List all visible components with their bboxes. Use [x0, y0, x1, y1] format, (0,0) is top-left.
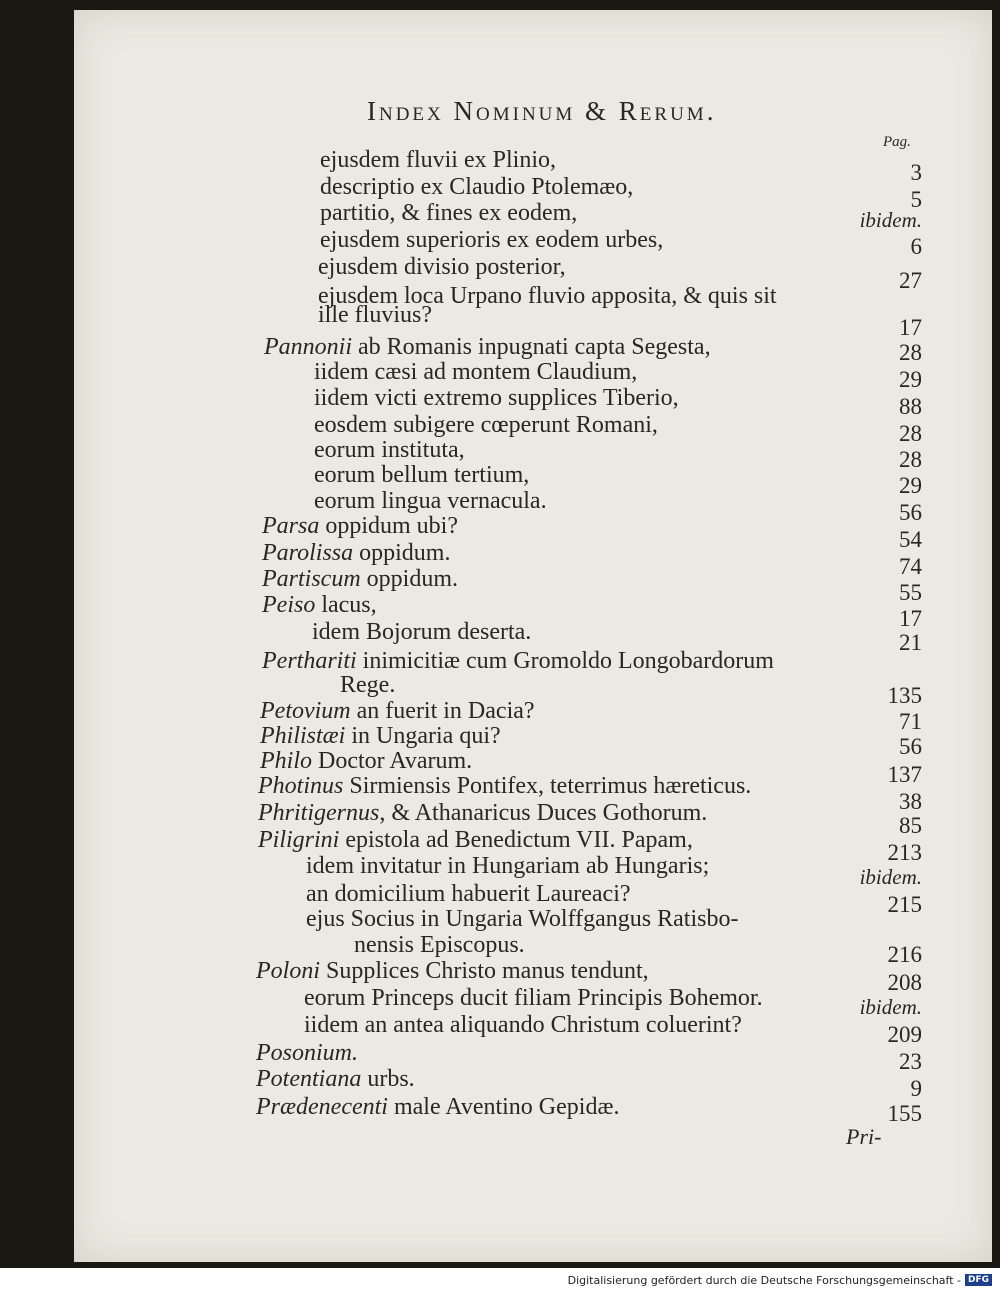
entry-page: 28: [899, 447, 922, 472]
entry-text: an domicilium habuerit Laureaci?: [306, 881, 631, 907]
entry-text: descriptio ex Claudio Ptolemæo,: [320, 174, 634, 200]
entry-keyword: Parolissa: [262, 540, 354, 566]
index-entry: [354, 932, 525, 958]
entry-text: ab Romanis inpugnati capta Segesta,: [352, 334, 711, 360]
index-entry: [320, 227, 663, 253]
entry-page: 74: [899, 554, 922, 579]
entry-page: 23: [899, 1049, 922, 1074]
entry-text: eorum Princeps ducit filiam Principis Bohemor.: [304, 985, 763, 1011]
entry-text: iidem cæsi ad montem Claudium,: [314, 359, 638, 385]
running-title: Index Nominum & Rerum.: [367, 96, 717, 126]
entry-keyword: Partiscum: [262, 566, 361, 592]
entry-page: 209: [887, 1022, 922, 1047]
index-entry: [260, 748, 472, 774]
index-entry: [262, 513, 458, 539]
entry-page: 208: [887, 970, 922, 995]
entry-page: ibidem.: [859, 208, 922, 232]
index-entry: [314, 437, 465, 463]
index-entry: [314, 462, 529, 488]
entry-text: idem Bojorum deserta.: [312, 619, 532, 645]
index-entry: [258, 773, 751, 799]
index-entry: [312, 619, 531, 645]
entry-page: 56: [899, 500, 922, 525]
entry-page: 216: [887, 942, 922, 967]
entry-page: ibidem.: [859, 995, 922, 1019]
entry-page: 3: [910, 160, 922, 185]
index-entry: [320, 200, 577, 226]
entry-page: 17: [899, 606, 922, 631]
entry-text: ejusdem divisio posterior,: [318, 254, 566, 280]
index-entry: [340, 672, 395, 698]
entry-page: 213: [887, 840, 922, 865]
entry-page: 17: [899, 315, 922, 340]
entry-text: ejus Socius in Ungaria Wolffgangus Ratisbo-: [306, 906, 739, 932]
entry-keyword: Parsa: [262, 513, 320, 539]
entry-page: 54: [899, 527, 922, 552]
index-entry: [256, 1094, 619, 1120]
entry-page: 55: [899, 580, 922, 605]
index-entry: [262, 648, 774, 674]
entry-keyword: Piligrini: [258, 827, 340, 853]
entry-text: lacus,: [315, 592, 377, 618]
entry-page: 28: [899, 421, 922, 446]
entry-text: partitio, & fines ex eodem,: [320, 200, 578, 226]
entry-text: epistola ad Benedictum VII. Papam,: [339, 827, 693, 853]
entry-page: ibidem.: [859, 865, 922, 889]
entry-keyword: Phritigernus: [258, 800, 380, 826]
entry-page: 21: [899, 630, 922, 655]
entry-keyword: Photinus: [258, 773, 344, 799]
entry-text: iidem an antea aliquando Christum coluerint?: [304, 1012, 742, 1038]
dfg-logo: DFG: [965, 1274, 992, 1286]
entry-page: 38: [899, 789, 922, 814]
entry-page: 28: [899, 340, 922, 365]
index-entry: [256, 1066, 415, 1092]
index-entry: [256, 958, 649, 984]
index-entry: [264, 334, 711, 360]
entry-page: 155: [887, 1101, 922, 1126]
entry-keyword: Philo: [260, 748, 312, 774]
index-entry: [262, 592, 377, 618]
entry-text: eorum bellum tertium,: [314, 462, 530, 488]
index-entry: [260, 698, 535, 724]
entry-text: oppidum.: [353, 540, 451, 566]
entry-text: ille fluvius?: [318, 302, 432, 328]
index-entry: [320, 174, 633, 200]
entry-page: 88: [899, 394, 922, 419]
entry-text: nensis Episcopus.: [354, 932, 525, 958]
footer-credit: [568, 1272, 992, 1288]
entry-keyword: Peiso: [262, 592, 316, 618]
entry-text: ejusdem superioris ex eodem urbes,: [320, 227, 664, 253]
index-entry: [314, 412, 658, 438]
entry-text: Supplices Christo manus tendunt,: [320, 958, 649, 984]
entry-page: 29: [899, 367, 922, 392]
entry-keyword: Poloni: [256, 958, 320, 984]
entry-keyword: Perthariti: [262, 648, 357, 674]
index-entry: [314, 385, 679, 411]
entry-keyword: Pannonii: [264, 334, 352, 360]
entry-text: iidem victi extremo supplices Tiberio,: [314, 385, 679, 411]
index-entry: [256, 1040, 358, 1066]
entry-keyword: Potentiana: [256, 1066, 362, 1092]
entry-page: 5: [910, 187, 922, 212]
entry-page: 135: [887, 683, 922, 708]
index-entry: [314, 359, 637, 385]
footer-text: Digitalisierung gefördert durch die Deutsche Forschungsgemeinschaft -: [567, 1273, 961, 1287]
entry-keyword: Petovium: [260, 698, 351, 724]
entry-keyword: Philistæi: [260, 723, 346, 749]
index-entry: [318, 254, 566, 280]
entry-text: oppidum.: [360, 566, 459, 592]
entry-page: 85: [899, 813, 922, 838]
entry-text: oppidum ubi?: [319, 513, 458, 539]
entry-text: an fuerit in Dacia?: [350, 698, 535, 724]
entry-keyword: Posonium.: [256, 1040, 358, 1066]
entry-page: 9: [910, 1076, 922, 1101]
entry-text: urbs.: [361, 1066, 415, 1092]
index-entry: [320, 147, 556, 173]
entry-text: Rege.: [340, 672, 396, 698]
entry-page: 27: [899, 268, 922, 293]
index-entry: [304, 985, 763, 1011]
entry-page: 215: [887, 892, 922, 917]
page-column-label: Pag.: [883, 134, 911, 150]
entry-page: 71: [899, 709, 922, 734]
index-entry: [314, 488, 547, 514]
entry-text: , & Athanaricus Duces Gothorum.: [379, 800, 708, 826]
entry-text: Sirmiensis Pontifex, teterrimus hæreticus.: [343, 773, 752, 799]
entry-text: ejusdem loca Urpano fluvio apposita, & quis sit: [318, 283, 777, 309]
index-entry: [306, 853, 709, 879]
index-entry: [306, 906, 738, 932]
entry-text: male Aventino Gepidæ.: [387, 1094, 620, 1120]
index-entry: [258, 800, 707, 826]
index-entry: [304, 1012, 742, 1038]
index-entry: [306, 881, 631, 907]
index-entry: [262, 540, 450, 566]
entry-keyword: Prædenecenti: [256, 1094, 388, 1120]
index-entry: [258, 827, 693, 853]
entry-text: idem invitatur in Hungariam ab Hungaris;: [306, 853, 710, 879]
entry-text: Doctor Avarum.: [312, 748, 473, 774]
entry-text: ejusdem fluvii ex Plinio,: [320, 147, 556, 173]
entry-text: eorum instituta,: [314, 437, 465, 463]
entry-page: 6: [910, 234, 922, 259]
entry-page: 56: [899, 734, 922, 759]
entry-text: in Ungaria qui?: [345, 723, 501, 749]
index-entry: [318, 302, 432, 328]
index-entry: [260, 723, 501, 749]
entry-text: eorum lingua vernacula.: [314, 488, 547, 514]
entry-text: eosdem subigere cœperunt Romani,: [314, 412, 658, 438]
catchword: Pri-: [846, 1124, 882, 1149]
entry-text: inimicitiæ cum Gromoldo Longobardorum: [356, 648, 774, 674]
entry-page: 29: [899, 473, 922, 498]
entry-page: 137: [887, 762, 922, 787]
index-entry: [262, 566, 458, 592]
